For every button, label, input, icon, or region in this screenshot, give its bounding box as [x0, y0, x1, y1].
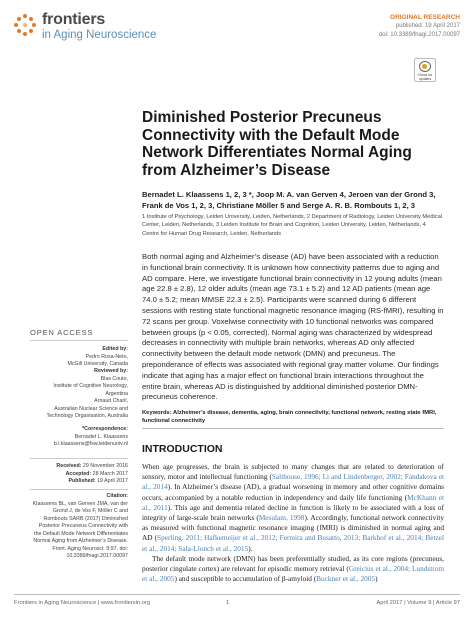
correspondence-block	[30, 426, 128, 449]
citation-link[interactable]: Buckner et al., 2005	[316, 574, 376, 584]
brand-name: frontiers	[42, 11, 106, 28]
correspondence-text[interactable]: Bernadet L. Klaassens b.l.klaassens@fsw.leidenuniv.nl	[53, 433, 128, 447]
footer-journal-link[interactable]: Frontiers in Aging Neuroscience | www.frontiersin.org	[14, 600, 151, 606]
keywords-label: Keywords:	[142, 410, 172, 416]
sidebar-divider	[30, 489, 128, 490]
authors-line-1[interactable]: Bernadet L. Klaassens 1, 2, 3 *, Joop M. A. van Gerven 4, Jeroen van der Grond 3,	[142, 190, 436, 199]
abstract: Both normal aging and Alzheimer’s disease (AD) have been associated with a reduction in functional brain connectivity. It is unknown how connectivity patterns due to aging and AD compare. Here, we investigate functional brain connectivity in 12 young adults (mean age 22.8 ± 2.8), 12 older adults (mean age 73.1 ± 5.2) and 12 AD patients (mean age 74.0 ± 5.2; mean MMSE 22.3 ± 2.5). Participants were scanned during 6 different sessions with resting state functional magnetic resonance imaging (RS-fMRI), resulting in 72 scans per group. Voxelwise connectivity with 10 functional networks was compared between groups (p < 0.05, corrected). Normal aging was characterized by widespread decreases in connectivity with multiple brain networks, whereas AD only affected connectivity between the default mode network (DMN) and precuneus. The preponderance of effects was associated with regional gray matter volume. Our findings indicate that aging has a major effect on functional brain interactions throughout the entire brain, whereas AD is distinguished by additional diminished posterior DMN-precuneus coherence.	[142, 252, 444, 402]
accepted-label: Accepted:	[65, 470, 92, 477]
intro-paragraph-1: When age progresses, the brain is subjected to many changes that are related to deterioration of sensory, motor and intellectual functioning (Salthouse, 1996; Li and Lindenberger, 2002; Fandakova et al., 2014). In Alzheimer’s disease (AD), a gradual worsening in memory and other cognitive domains occurs, accompanied by a notable reduction in independency and daily life functioning (McKhann et al., 2011). This age and dementia related decline in function is likely to be associated with a loss of integrity of large-scale brain networks (Mesulam, 1998). Accordingly, functional network connectivity as measured with functional magnetic resonance imaging (fMRI) is diminished in normal aging and AD (Sperling, 2011; Hafkemeijer et al., 2012; Ferreira and Busatto, 2013; Barkhof et al., 2014; Betzel et al., 2014; Sala-Llonch et al., 2015).	[142, 462, 445, 553]
journal-name: in Aging Neuroscience	[42, 29, 157, 41]
reviewed-by-text: Blas Couto, Institute of Cognitive Neurology, Argentina Arnaud Charil, Australian Nuclear Science and Technology Organisation, Australia	[46, 375, 128, 419]
article-title: Diminished Posterior Precuneus Connectivity with the Default Mode Network Differentiates Normal Aging from Alzheimer’s Disease	[142, 109, 412, 179]
published-label: Published:	[68, 478, 96, 484]
author-list	[142, 189, 442, 211]
sidebar-divider	[30, 458, 128, 459]
reviewed-by-block	[30, 368, 128, 421]
page-number: 1	[226, 600, 230, 606]
divider	[142, 428, 444, 429]
affiliations: 1 Institute of Psychology, Leiden University, Leiden, Netherlands, 2 Department of Radiology, Leiden University Medical Center, Leiden, Netherlands, 3 Leiden Institute for Brain and Cognition, Leiden University, Leiden, Netherlands, 4 Centre for Human Drug Research, Leiden, Netherlands	[142, 214, 443, 237]
citation-link[interactable]: Salthouse, 1996; Li and Lindenberger, 2002; Fandakova et al., 2014	[142, 472, 445, 492]
check-updates-label: Check for updates	[417, 73, 433, 81]
received-date: 29 November 2016	[82, 463, 128, 469]
keywords	[142, 409, 444, 426]
frontiers-dots-icon	[14, 14, 36, 36]
article-type: ORIGINAL RESEARCH	[390, 14, 460, 21]
edited-by-label: Edited by:	[102, 346, 128, 352]
frontiers-logo[interactable]	[14, 12, 156, 42]
accepted-date: 28 March 2017	[92, 470, 128, 477]
citation-link[interactable]: Mesulam, 1998	[258, 513, 305, 523]
authors-line-2[interactable]: Frank de Vos 1, 2, 3, Christiane Möller 5 and Serge A. R. B. Rombouts 1, 2, 3	[142, 201, 416, 210]
reviewed-by-label: Reviewed by:	[94, 368, 128, 374]
check-for-updates-button[interactable]	[414, 58, 436, 82]
footer-divider	[14, 594, 460, 595]
sidebar-divider	[30, 340, 128, 341]
section-heading-introduction: INTRODUCTION	[142, 443, 223, 455]
citation-label: Citation:	[106, 493, 128, 499]
open-access-label: OPEN ACCESS	[30, 328, 94, 337]
edited-by-block	[30, 346, 128, 369]
edited-by-text: Pedro Rosa-Neto, McGill University, Canada	[67, 353, 128, 367]
intro-paragraph-2: The default mode network (DMN) has been preferentially studied, as its core regions (precuneus, posterior cingulate cortex) are relevant for episodic memory retrieval (Greicius et al., 2004; Lundstrom et al., 2005) and susceptible to accumulation of β-amyloid (Buckner et al., 2005)	[142, 553, 444, 584]
citation-link[interactable]: McKhann et al., 2011	[142, 492, 444, 512]
citation-text: Klaassens BL, van Gerven JMA, van der Grond J, de Vos F, Möller C and Rombouts SARB (2017) Diminished Posterior Precuneus Connectivity with the Default Mode Network Differentiates Normal Aging from Alzheimer’s Disease. Front. Aging Neurosci. 9:97. doi: 10.3389/fnagi.2017.00097	[32, 500, 128, 559]
footer-volume-info: April 2017 | Volume 9 | Article 97	[376, 600, 460, 606]
keywords-list: Alzheimer’s disease, dementia, aging, brain connectivity, functional network, resting state fMRI, functional connectivity	[142, 410, 437, 425]
dates-block	[30, 463, 128, 486]
article-meta	[379, 13, 460, 40]
published-date-side: 19 April 2017	[97, 478, 128, 484]
check-updates-icon	[419, 61, 431, 72]
received-label: Received:	[56, 463, 82, 469]
published-date: published: 19 April 2017	[395, 23, 460, 29]
citation-block	[30, 493, 128, 561]
citation-link[interactable]: Greicius et al., 2004; Lundstrom et al., 2005	[142, 564, 444, 584]
doi-link[interactable]: doi: 10.3389/fnagi.2017.00097	[378, 32, 460, 38]
citation-link[interactable]: Sperling, 2011; Hafkemeijer et al., 2012; Ferreira and Busatto, 2013; Barkhof et al., 2014; Betzel et al., 2014; Sala-Llonch et al., 2015	[142, 533, 444, 553]
introduction-text	[142, 462, 444, 584]
correspondence-label: *Correspondence:	[82, 426, 128, 432]
